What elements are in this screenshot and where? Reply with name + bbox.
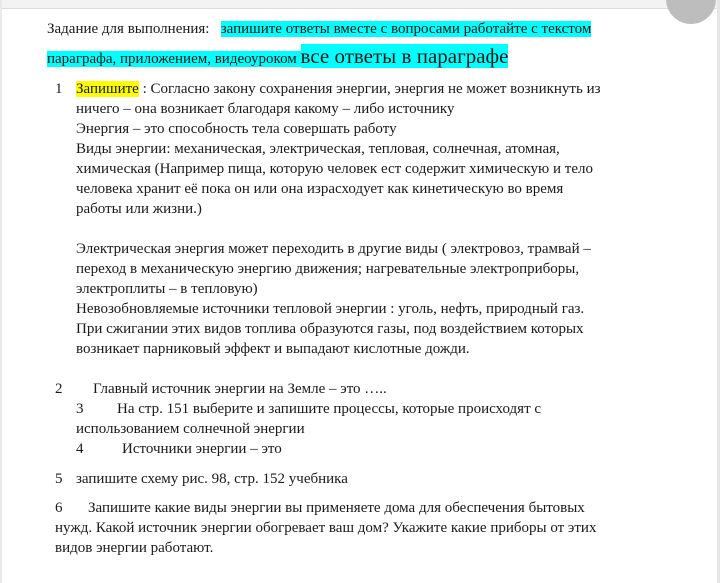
task-instruction-part1: запишите ответы вместе с вопросами работайте с текстом <box>220 21 592 37</box>
item6-line: Запишите какие виды энергии вы применяете дома для обеспечения бытовых <box>88 500 585 516</box>
window-top-border <box>0 0 720 9</box>
task-header-line2 <box>47 44 508 71</box>
window-left-border <box>0 0 2 583</box>
item1-line: Виды энергии: механическая, электрическая, тепловая, солнечная, атомная, <box>76 141 560 157</box>
item1-number: 1 <box>55 81 63 97</box>
avatar[interactable] <box>666 0 716 24</box>
item1-line: Электрическая энергия может переходить в другие виды ( электровоз, трамвай – <box>76 241 591 257</box>
item1-line: ничего – она возникает благодаря какому – либо источнику <box>76 101 455 117</box>
item1-line: Невозобновляемые источники тепловой энергии : уголь, нефть, природный газ. <box>76 301 585 317</box>
item1-line: При сжигании этих видов топлива образуются газы, под воздействием которых <box>76 321 584 337</box>
item5-text: запишите схему рис. 98, стр. 152 учебника <box>76 471 348 487</box>
item1-line-0 <box>76 80 601 99</box>
item1-highlight: Запишите <box>76 81 139 97</box>
item6-number: 6 <box>55 500 63 516</box>
item1-line: Энергия – это способность тела совершать работу <box>76 121 397 137</box>
item3-line2: использованием солнечной энергии <box>76 421 305 437</box>
item4-text: Источники энергии – это <box>122 441 282 457</box>
item4-number: 4 <box>76 441 84 457</box>
item3-line1: На стр. 151 выберите и запишите процессы, которые происходят с <box>117 401 542 417</box>
item5-number: 5 <box>55 471 63 487</box>
item1-line: химическая (Например пища, которую человек ест содержит химическую и тело <box>76 161 593 177</box>
task-header-line1 <box>47 20 591 39</box>
item1-line: работы или жизни.) <box>76 201 202 217</box>
item6-line: нужд. Какой источник энергии обогревает ваш дом? Укажите какие приборы от этих <box>55 520 597 536</box>
task-label: Задание для выполнения: <box>47 21 210 37</box>
item6-line: видов энергии работают. <box>55 540 214 556</box>
item1-line: переход в механическую энергию движения; нагревательные электроприборы, <box>76 261 580 277</box>
task-instruction-emphasis: все ответы в параграфе <box>300 44 509 68</box>
item1-line: возникает парниковый эффект и выпадают кислотные дожди. <box>76 341 470 357</box>
item1-line: электроплиты – в тепловую) <box>76 281 258 297</box>
item1-line: человека хранит её пока он или она израсходует как кинетическую во время <box>76 181 564 197</box>
item3-number: 3 <box>76 401 84 417</box>
item2-text: Главный источник энергии на Земле – это ….. <box>93 381 387 397</box>
task-instruction-part2: параграфа, приложением, видеоуроком <box>47 51 297 67</box>
item1-line0-text: : Согласно закону сохранения энергии, энергия не может возникнуть из <box>138 81 601 97</box>
item2-number: 2 <box>55 381 63 397</box>
